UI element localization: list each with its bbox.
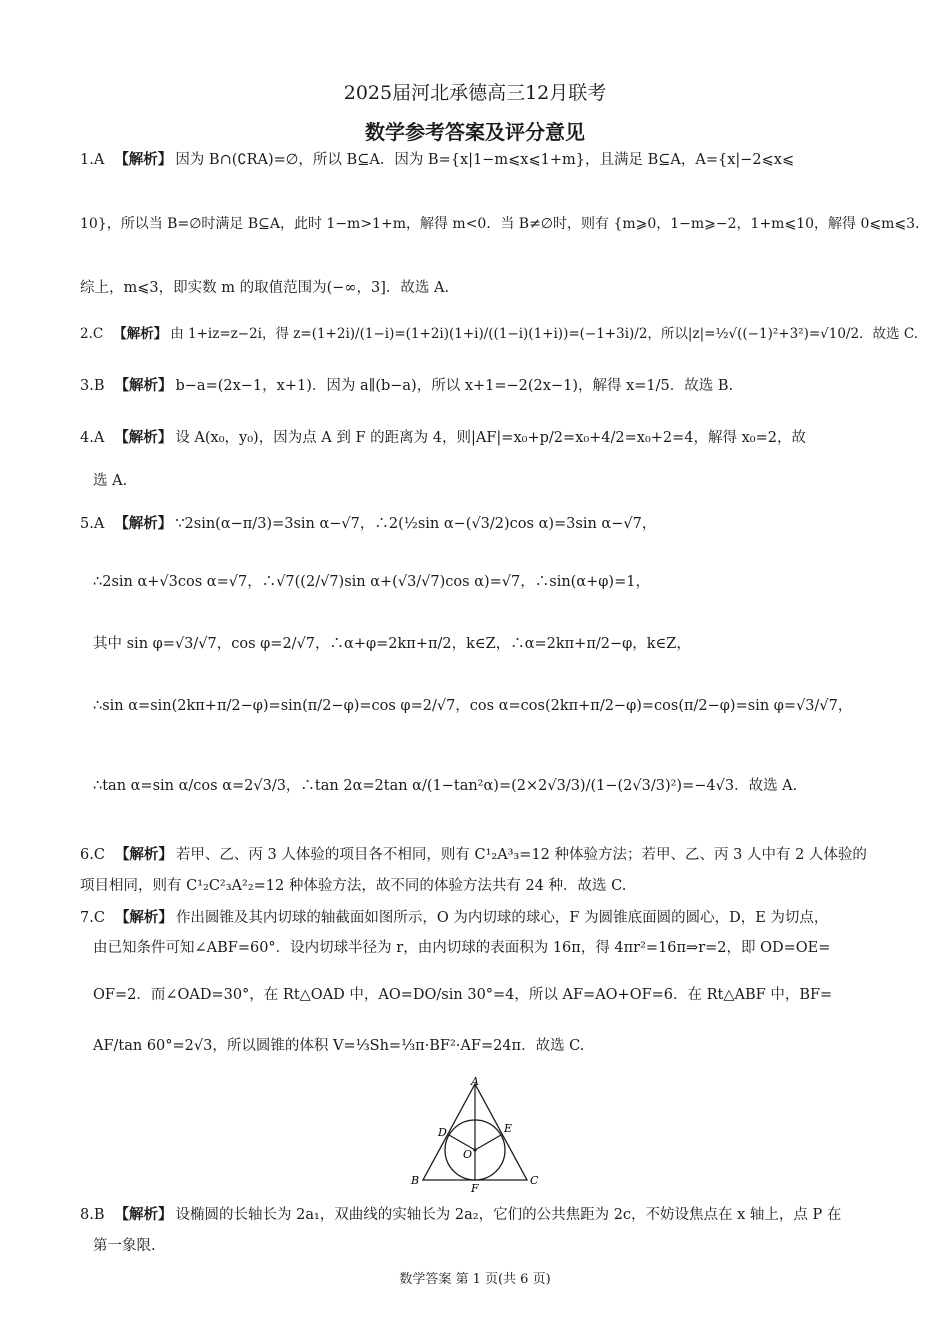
- analysis-label: 【解析】: [114, 377, 173, 394]
- analysis-label: 【解析】: [114, 151, 173, 168]
- answer-8-line-2: 第一象限.: [93, 1238, 156, 1254]
- answer-1-text: 因为 B∩(∁RA)=∅，所以 B⊆A．因为 B={x|1−m⩽x⩽1+m}，且满足 B⊆A，A={x|−2⩽x⩽: [175, 152, 795, 168]
- answer-8-line-1: [80, 1205, 875, 1225]
- answer-7-number: 7.C: [80, 910, 105, 926]
- answer-8-text: 设椭圆的长轴长为 2a₁，双曲线的实轴长为 2a₂，它们的公共焦距为 2c，不妨设焦点在 x 轴上，点 P 在: [175, 1207, 842, 1223]
- answer-6-line-1: [80, 845, 875, 865]
- answer-2-text: 由 1+iz=z−2i，得 z=(1+2i)/(1−i)=(1+2i)(1+i)/((1−i)(1+i))=(−1+3i)/2，所以|z|=½√((−1)²+3²)=√10/2．故选 C.: [170, 326, 918, 342]
- label-d: D: [438, 1126, 447, 1139]
- answer-5-line-1: [80, 514, 875, 534]
- answer-3: [80, 376, 875, 396]
- answer-1-line-2: 10}，所以当 B=∅时满足 B⊆A，此时 1−m>1+m，解得 m<0．当 B≠∅时，则有 {m⩾0，1−m⩾−2，1+m⩽10，解得 0⩽m⩽3.: [80, 216, 920, 232]
- answer-3-number: 3.B: [80, 378, 105, 394]
- page-subtitle: 数学参考答案及评分意见: [365, 120, 585, 144]
- answer-3-text: b−a=(2x−1，x+1)．因为 a∥(b−a)，所以 x+1=−2(2x−1)，解得 x=1/5．故选 B.: [175, 378, 734, 394]
- label-e: E: [504, 1122, 513, 1135]
- answer-5-line-4: ∴sin α=sin(2kπ+π/2−φ)=sin(π/2−φ)=cos φ=2/√7，cos α=cos(2kπ+π/2−φ)=cos(π/2−φ)=sin φ=√3/√7，: [93, 698, 853, 714]
- label-o: O: [463, 1148, 473, 1161]
- analysis-label: 【解析】: [114, 1206, 173, 1223]
- answer-5-text: ∵2sin(α−π/3)=3sin α−√7，∴2(½sin α−(√3/2)cos α)=3sin α−√7，: [175, 516, 657, 532]
- analysis-label: 【解析】: [114, 909, 173, 926]
- center-point: [473, 1148, 476, 1151]
- analysis-label: 【解析】: [114, 429, 173, 446]
- answer-7-line-4: AF/tan 60°=2√3，所以圆锥的体积 V=⅓Sh=⅓π·BF²·AF=24π．故选 C.: [93, 1038, 585, 1054]
- answer-2: [80, 324, 918, 344]
- answer-5-number: 5.A: [80, 516, 105, 532]
- answer-7-text: 作出圆锥及其内切球的轴截面如图所示，O 为内切球的球心，F 为圆锥底面圆的圆心，D，E 为切点，: [175, 910, 829, 926]
- answer-1-line-1: [80, 150, 875, 170]
- answer-4-number: 4.A: [80, 430, 105, 446]
- label-b: B: [411, 1174, 420, 1187]
- page-footer: 数学答案 第 1 页(共 6 页): [399, 1272, 551, 1287]
- analysis-label: 【解析】: [113, 326, 168, 342]
- answer-6-number: 6.C: [80, 847, 105, 863]
- answer-7-line-1: [80, 908, 875, 928]
- answer-2-number: 2.C: [80, 326, 104, 342]
- answer-6-line-2: 项目相同，则有 C¹₂C²₃A²₂=12 种体验方法，故不同的体验方法共有 24 种．故选 C.: [80, 878, 627, 894]
- answer-1-line-3: 综上，m⩽3，即实数 m 的取值范围为(−∞，3]．故选 A.: [80, 280, 450, 296]
- label-f: F: [471, 1182, 479, 1194]
- answer-4-line-2: 选 A.: [93, 473, 128, 489]
- answer-4-line-1: [80, 428, 875, 448]
- answer-8-number: 8.B: [80, 1207, 105, 1223]
- analysis-label: 【解析】: [114, 846, 173, 863]
- radius-oe: [475, 1135, 501, 1150]
- answer-6-text: 若甲、乙、丙 3 人体验的项目各不相同，则有 C¹₂A³₃=12 种体验方法；若甲、乙、丙 3 人中有 2 人体验的: [175, 847, 867, 863]
- answer-5-line-5: ∴tan α=sin α/cos α=2√3/3，∴tan 2α=2tan α/(1−tan²α)=(2×2√3/3)/(1−(2√3/3)²)=−4√3．故选 A.: [93, 778, 798, 794]
- exam-title: 2025届河北承德高三12月联考: [343, 82, 607, 104]
- answer-1-number: 1.A: [80, 152, 105, 168]
- cone-cross-section-figure: [405, 1076, 555, 1194]
- label-a: A: [471, 1076, 479, 1088]
- label-c: C: [530, 1174, 539, 1187]
- answer-5-line-3: 其中 sin φ=√3/√7，cos φ=2/√7，∴α+φ=2kπ+π/2，k∈Z，∴α=2kπ+π/2−φ，k∈Z，: [93, 636, 691, 652]
- answer-4-text: 设 A(x₀，y₀)，因为点 A 到 F 的距离为 4，则|AF|=x₀+p/2=x₀+4/2=x₀+2=4，解得 x₀=2，故: [175, 430, 806, 446]
- answer-5-line-2: ∴2sin α+√3cos α=√7，∴√7((2/√7)sin α+(√3/√7)cos α)=√7，∴sin(α+φ)=1，: [93, 574, 650, 590]
- answer-7-line-2: 由已知条件可知∠ABF=60°．设内切球半径为 r，由内切球的表面积为 16π，得 4πr²=16π⇒r=2，即 OD=OE=: [93, 940, 831, 956]
- analysis-label: 【解析】: [114, 515, 173, 532]
- answer-7-line-3: OF=2．而∠OAD=30°，在 Rt△OAD 中，AO=DO/sin 30°=4，所以 AF=AO+OF=6．在 Rt△ABF 中，BF=: [93, 987, 833, 1003]
